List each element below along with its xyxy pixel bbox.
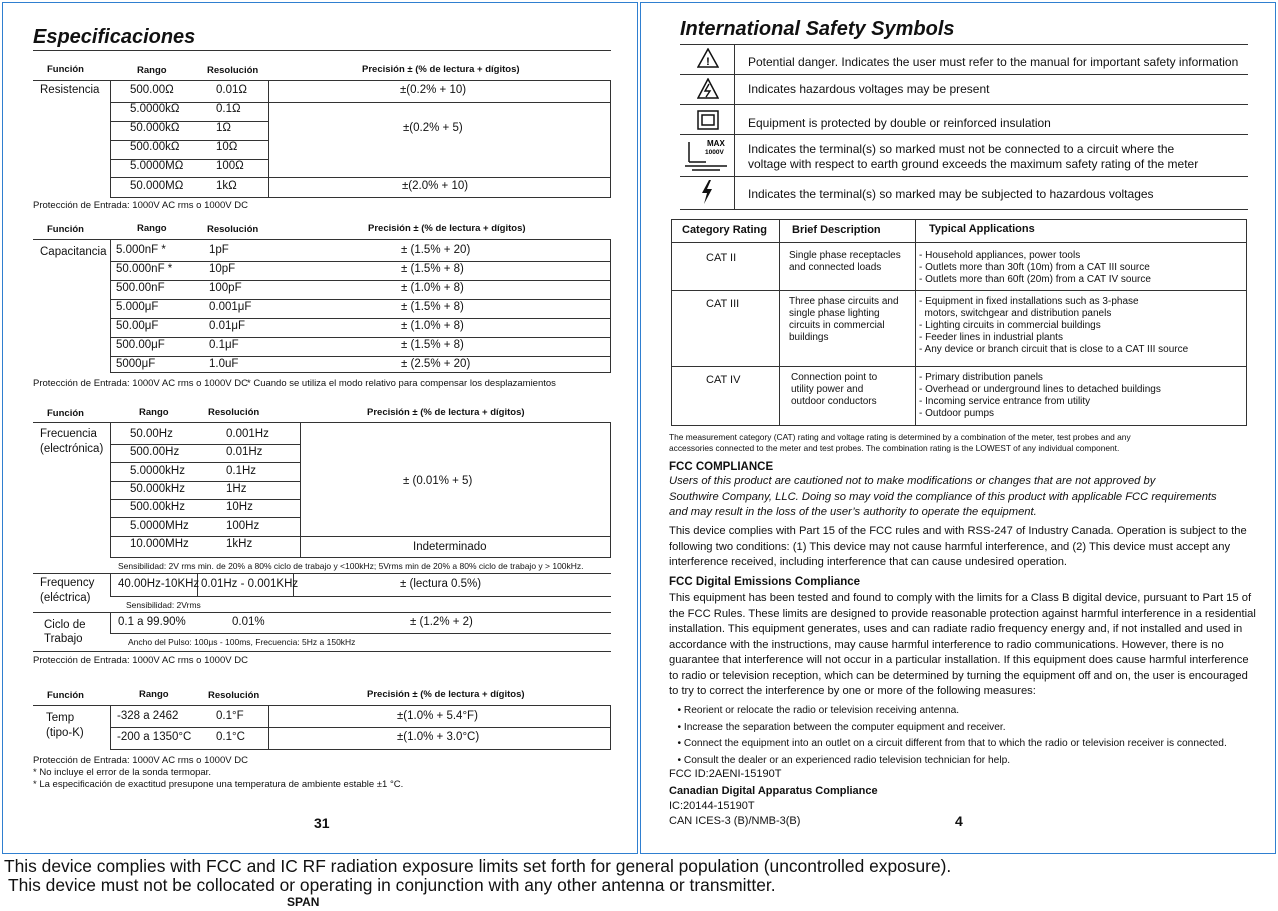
precision-cell: ±(1.0% + 3.0°C)	[397, 731, 480, 743]
cat-applications: - Primary distribution panels - Overhead or underground lines to detached buildings - Incoming service entrance from utility - Outdoor pumps	[919, 372, 1161, 419]
symbol-text: Potential danger. Indicates the user must refer to the manual for important safety information	[748, 55, 1239, 69]
range-cell: 500.00μF	[116, 339, 165, 351]
col-rango: Rango	[137, 65, 167, 76]
range-cell: 50.00μF	[116, 320, 159, 332]
resolution-cell: 1kHz	[226, 537, 253, 550]
symbol-text: Indicates the terminal(s) so marked may be subjected to hazardous voltages	[748, 187, 1154, 201]
resolution-cell: 0.001Hz	[226, 428, 269, 440]
range-cell: 500.00nF	[116, 282, 165, 294]
range-cell: 5.0000MΩ	[130, 160, 184, 172]
funcion-frequency-elec-sub: (eléctrica)	[40, 592, 91, 604]
cat-description: Single phase receptacles and connected loads	[789, 250, 901, 273]
col-funcion: Función	[47, 224, 84, 235]
col-rango: Rango	[137, 223, 167, 234]
fcc-title: FCC COMPLIANCE	[669, 461, 774, 473]
symbol-row	[680, 135, 1248, 177]
col-precision: Precisión ± (% de lectura + dígitos)	[362, 64, 520, 75]
funcion-frequency-elec: Frequency	[40, 577, 95, 589]
funcion-temp-sub: (tipo-K)	[46, 727, 84, 739]
range-cell: 40.00Hz-10KHz	[118, 578, 200, 590]
precision-cell: Indeterminado	[413, 541, 487, 553]
col-rango: Rango	[139, 407, 169, 418]
resolution-cell: 10Hz	[226, 501, 253, 514]
can-ices: CAN ICES-3 (B)/NMB-3(B)	[669, 815, 801, 827]
rf-exposure-line: This device complies with FCC and IC RF radiation exposure limits set forth for general population (uncontrolled exposure).	[4, 856, 952, 876]
col-funcion: Función	[47, 64, 84, 75]
pulse-width-note: Ancho del Pulso: 100μs - 100ms, Frecuencia: 5Hz a 150kHz	[128, 637, 356, 647]
page-title: International Safety Symbols	[680, 18, 955, 40]
range-cell: 5000μF	[116, 358, 156, 370]
canadian-title: Canadian Digital Apparatus Compliance	[669, 785, 878, 797]
range-cell: 500.00kΩ	[130, 141, 180, 153]
double-insulation-icon	[697, 110, 719, 130]
col-resolucion: Resolución	[208, 407, 260, 418]
col-rango: Rango	[139, 689, 169, 700]
input-protection: Protección de Entrada: 1000V AC rms o 1000V DC	[33, 755, 248, 766]
resolution-cell: 10Ω	[216, 141, 238, 153]
digital-title: FCC Digital Emissions Compliance	[669, 576, 861, 588]
interference-measures: • Reorient or relocate the radio or television receiving antenna. • Increase the separation between the computer equipment and receiver. • Connect the equipment into an outlet on a circuit different from that to which the radio or television receiver is connected. • Consult the dealer or an experienced radio television technician for help.	[677, 705, 1227, 766]
cat-description: Three phase circuits and single phase lighting circuits in commercial buildings	[789, 296, 899, 343]
sensitivity-note: Sensibilidad: 2Vrms	[126, 600, 201, 610]
warning-triangle-icon	[697, 48, 719, 68]
precision-cell: ± (1.5% + 20)	[401, 244, 471, 256]
svg-text:1000V: 1000V	[705, 149, 724, 156]
max-ground-icon	[682, 138, 732, 172]
funcion-frecuencia-sub: (electrónica)	[40, 443, 104, 455]
resolution-cell: 0.001μF	[209, 301, 252, 313]
range-cell: 50.000kΩ	[130, 122, 180, 134]
col-funcion: Función	[47, 690, 84, 701]
range-cell: 5.000μF	[116, 301, 159, 313]
range-cell: 5.0000kHz	[130, 464, 185, 477]
span-label: SPAN	[287, 895, 320, 909]
resolution-cell: 0.01Ω	[216, 84, 247, 96]
resolution-cell: 0.1°C	[216, 731, 245, 743]
cat-header: Typical Applications	[929, 223, 1035, 235]
resolution-cell: 1Ω	[216, 122, 231, 134]
resolution-cell: 0.01%	[232, 616, 265, 628]
resolution-cell: 0.01μF	[209, 320, 246, 332]
resolution-cell: 0.1°F	[216, 710, 244, 722]
precision-cell: ± (0.01% + 5)	[403, 475, 473, 487]
cat-note: The measurement category (CAT) rating and voltage rating is determined by a combination of the meter, test probes and any accessories connected to the meter and test probes. The combination rating is the LOWEST of any individual component.	[669, 432, 1131, 453]
range-cell: 500.00Hz	[130, 446, 180, 459]
svg-text:MAX: MAX	[707, 139, 725, 148]
symbol-text: Indicates the terminal(s) so marked must not be connected to a circuit where the	[748, 142, 1175, 156]
resolution-cell: 0.01Hz	[226, 446, 263, 459]
resolution-cell: 100Ω	[216, 160, 244, 172]
precision-cell: ±(1.0% + 5.4°F)	[397, 710, 478, 722]
precision-cell: ± (lectura 0.5%)	[400, 578, 482, 590]
resolution-cell: 1kΩ	[216, 180, 237, 192]
range-cell: 5.0000MHz	[130, 519, 189, 532]
col-resolucion: Resolución	[208, 690, 260, 701]
funcion-frecuencia: Frecuencia	[40, 428, 97, 440]
fcc-caution: Users of this product are cautioned not to make modifications or changes that are not approved by Southwire Company, LLC. Doing so may void the compliance of this product with applicable FCC requirements and may result in the loss of the user’s authority to operate the equipment.	[669, 475, 1217, 518]
symbol-row	[680, 45, 1248, 75]
precision-cell: ± (1.0% + 8)	[401, 282, 464, 294]
symbol-row	[680, 75, 1248, 105]
resolution-cell: 0.1μF	[209, 339, 239, 351]
range-cell: -328 a 2462	[117, 710, 179, 722]
svg-text:!: !	[706, 56, 710, 68]
precision-cell: ± (1.5% + 8)	[401, 301, 464, 313]
range-cell: 50.00Hz	[130, 428, 173, 440]
funcion-capacitancia: Capacitancia	[40, 246, 107, 258]
hazardous-voltage-icon	[697, 78, 719, 100]
range-cell: 10.000MHz	[130, 537, 189, 550]
fcc-paragraph: This device complies with Part 15 of the FCC rules and with RSS-247 of Industry Canada. Operation is subject to the following two conditions: (1) This device may not cause harmful interference, and (2) This device must accept any interference received, including interference that can cause undesired operation.	[669, 525, 1247, 568]
funcion-temp: Temp	[46, 712, 75, 724]
range-cell: 5.000nF *	[116, 244, 166, 256]
col-funcion: Función	[47, 408, 84, 419]
precision-cell: ±(0.2% + 10)	[400, 84, 467, 96]
cat-rating: CAT II	[706, 252, 737, 264]
cat-applications: - Equipment in fixed installations such as 3-phase motors, switchgear and distribution panels - Lighting circuits in commercial buildings - Feeder lines in industrial plants - Any device or branch circuit that is close to a CAT III source	[919, 296, 1189, 355]
col-precision: Precisión ± (% de lectura + dígitos)	[368, 223, 526, 234]
range-cell: 500.00kHz	[130, 501, 185, 514]
cat-header: Brief Description	[792, 224, 881, 236]
resolution-cell: 0.1Hz	[226, 464, 257, 477]
symbol-row	[680, 177, 1248, 210]
range-cell: 5.0000kΩ	[130, 103, 180, 115]
symbol-text: Indicates hazardous voltages may be present	[748, 82, 990, 96]
funcion-resistencia: Resistencia	[40, 84, 100, 96]
resolution-cell: 1.0uF	[209, 358, 239, 370]
funcion-ciclo-sub: Trabajo	[44, 633, 83, 645]
precision-cell: ± (1.5% + 8)	[401, 263, 464, 275]
input-protection: Protección de Entrada: 1000V AC rms o 1000V DC	[33, 378, 248, 389]
symbol-row	[680, 105, 1248, 135]
range-cell: -200 a 1350°C	[117, 731, 192, 743]
digital-paragraph: This equipment has been tested and found to comply with the limits for a Class B digital device, pursuant to Part 15 of the FCC Rules. These limits are designed to provide reasonable protection against harmful interference in a residential installation. This equipment generates, uses and can radiate radio frequency energy and, if not installed and used in accordance with the instructions, may cause harmful interference to radio communications. However, there is no guarantee that interference will not occur in a particular installation. If this equipment does cause harmful interference to radio or television reception, which can be determined by turning the equipment off and on, the user is encouraged to try to correct the interference by one or more of the following measures:	[669, 592, 1256, 697]
range-cell: 50.000nF *	[116, 263, 173, 275]
col-resolucion: Resolución	[207, 65, 259, 76]
ambient-note: * La especificación de exactitud presupone una temperatura de ambiente estable ±1 °C.	[33, 779, 404, 790]
cat-rating: CAT IV	[706, 374, 741, 386]
range-cell: 0.1 a 99.90%	[118, 616, 186, 628]
resolution-cell: 0.1Ω	[216, 103, 241, 115]
ic-number: IC:20144-15190T	[669, 800, 755, 812]
precision-cell: ± (1.0% + 8)	[401, 320, 464, 332]
thermocouple-note: * No incluye el error de la sonda termopar.	[33, 767, 211, 778]
resolution-cell: 100Hz	[226, 519, 260, 532]
fcc-id: FCC ID:2AENI-15190T	[669, 768, 782, 780]
cat-applications: - Household appliances, power tools - Outlets more than 30ft (10m) from a CAT III source - Outlets more than 60ft (20m) from a CAT IV source	[919, 250, 1151, 285]
funcion-ciclo: Ciclo de	[44, 619, 86, 631]
symbol-text: voltage with respect to earth ground exceeds the maximum safety rating of the meter	[748, 157, 1199, 171]
resolution-cell: 1pF	[209, 244, 229, 256]
precision-cell: ±(0.2% + 5)	[403, 122, 463, 134]
precision-cell: ±(2.0% + 10)	[402, 180, 469, 192]
page-number: 4	[955, 813, 963, 829]
resolution-cell: 0.01Hz - 0.001KHz	[201, 578, 299, 590]
collocation-line: This device must not be collocated or operating in conjunction with any other antenna or transmitter.	[8, 875, 776, 895]
resolution-cell: 1Hz	[226, 482, 247, 495]
symbol-text: Equipment is protected by double or reinforced insulation	[748, 116, 1051, 130]
input-protection: Protección de Entrada: 1000V AC rms o 1000V DC	[33, 200, 248, 211]
page-number: 31	[314, 815, 330, 831]
col-precision: Precisión ± (% de lectura + dígitos)	[367, 689, 525, 700]
col-resolucion: Resolución	[207, 224, 259, 235]
relative-mode-note: * Cuando se utiliza el modo relativo para compensar los desplazamientos	[247, 378, 556, 389]
sensitivity-note: Sensibilidad: 2V rms min. de 20% a 80% ciclo de trabajo y <100kHz; 5Vrms min de 20% a 80% ciclo de trabajo y > 100kHz.	[118, 561, 584, 571]
precision-cell: ± (1.5% + 8)	[401, 339, 464, 351]
page-title: Especificaciones	[33, 26, 196, 48]
input-protection: Protección de Entrada: 1000V AC rms o 1000V DC	[33, 655, 248, 666]
lightning-icon	[699, 179, 715, 205]
range-cell: 50.000MΩ	[130, 180, 184, 192]
resolution-cell: 100pF	[209, 282, 242, 294]
cat-description: Connection point to utility power and outdoor conductors	[791, 372, 878, 407]
col-precision: Precisión ± (% de lectura + dígitos)	[367, 407, 525, 418]
precision-cell: ± (2.5% + 20)	[401, 358, 471, 370]
range-cell: 500.00Ω	[130, 84, 174, 96]
precision-cell: ± (1.2% + 2)	[410, 616, 473, 628]
cat-rating: CAT III	[706, 298, 740, 310]
resolution-cell: 10pF	[209, 263, 236, 275]
cat-header: Category Rating	[682, 224, 767, 236]
range-cell: 50.000kHz	[130, 482, 185, 495]
